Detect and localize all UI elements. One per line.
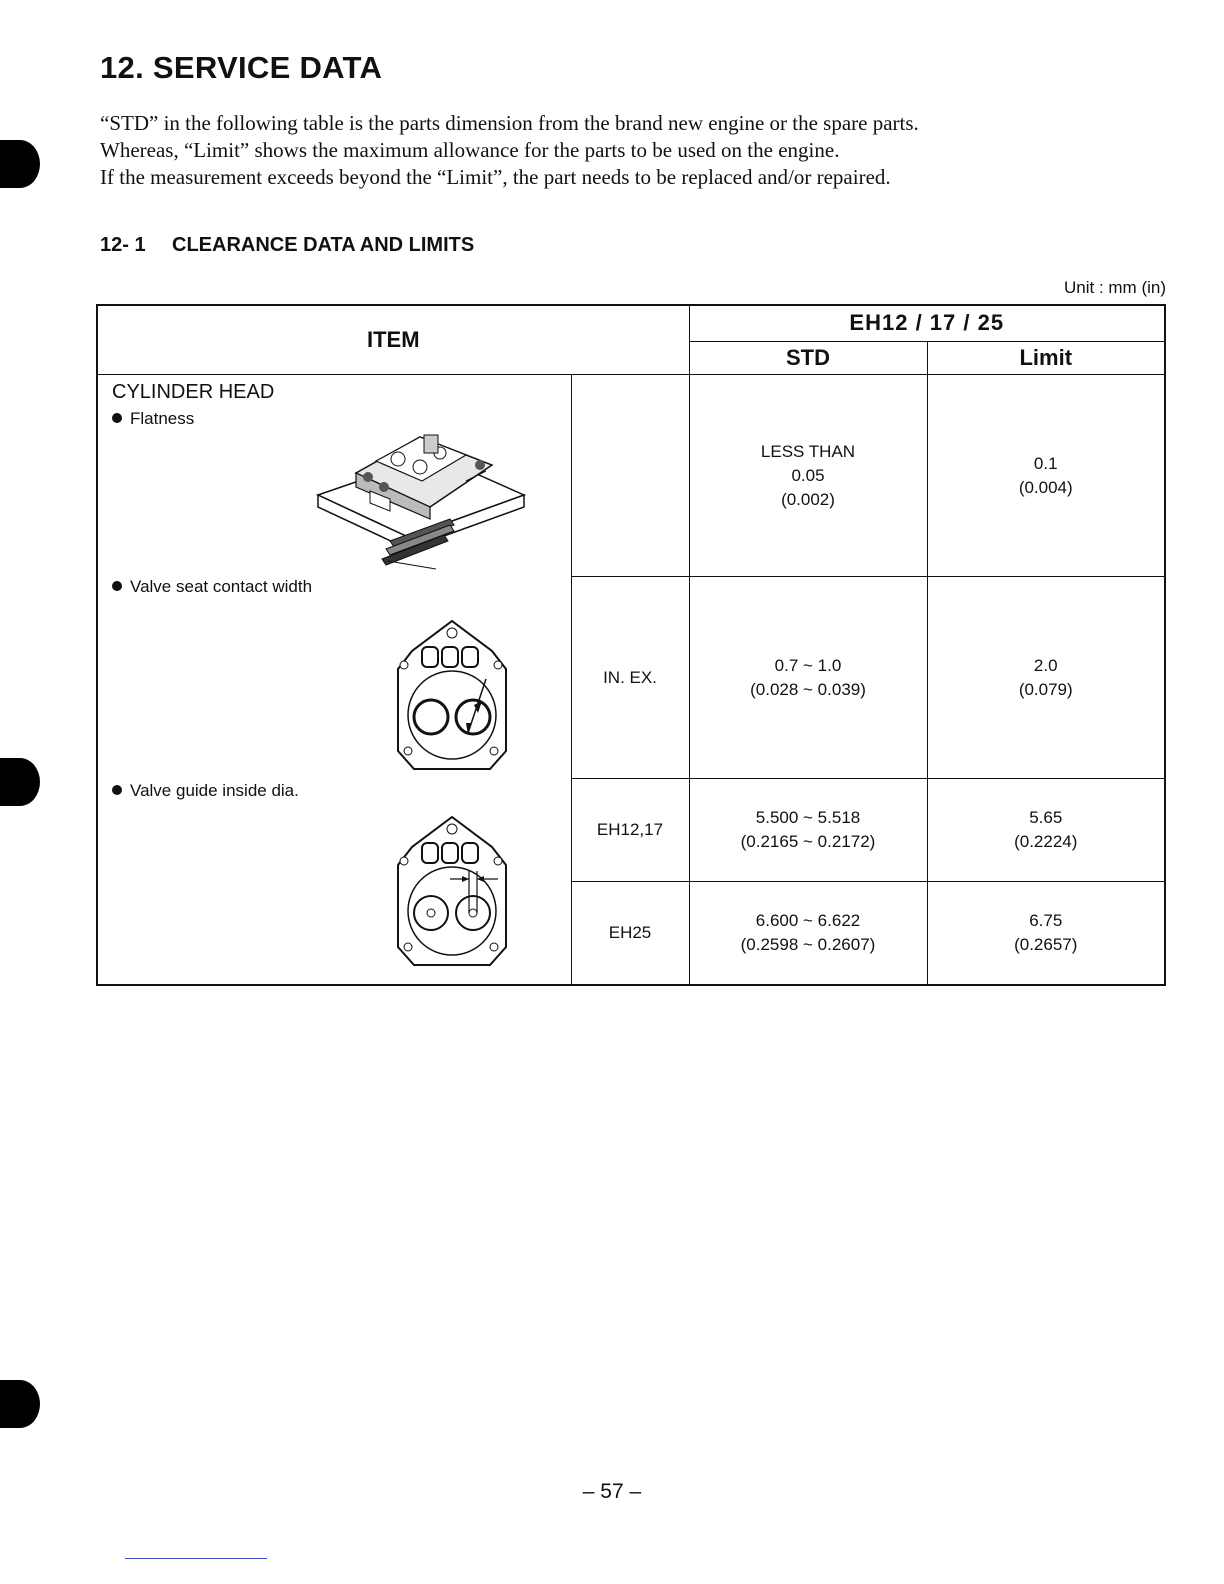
bullet-flatness (112, 409, 194, 429)
subtitle-number: 12- 1 (100, 234, 146, 256)
limit-header: Limit (927, 341, 1165, 374)
model-header: EH12 / 17 / 25 (689, 305, 1165, 341)
intro-line-1: “STD” in the following table is the parts dimension from the brand new engine or the spare parts. (100, 111, 919, 135)
spec-valve-guide-eh12-17: EH12,17 (571, 779, 689, 882)
std-flatness-line-1: LESS THAN (760, 441, 856, 461)
binder-hole-top (0, 140, 40, 188)
footer-rule (125, 1558, 267, 1559)
valve-seat-illustration (394, 617, 510, 773)
std-header: STD (689, 341, 927, 374)
limit-valve-guide-eh12-17-line-2: (0.2224) (1014, 832, 1078, 851)
spec-valve-seat: IN. EX. (571, 577, 689, 779)
limit-valve-guide-eh12-17-line-1: 5.65 (1029, 808, 1063, 827)
limit-valve-seat (927, 577, 1165, 779)
binder-hole-bottom (0, 1380, 40, 1428)
std-flatness-line-2: 0.05 (791, 465, 825, 485)
limit-valve-guide-eh25 (927, 882, 1165, 985)
item-valve-seat-label: Valve seat contact width (130, 577, 313, 596)
limit-valve-seat-line-1: 2.0 (1033, 655, 1058, 675)
spec-valve-guide-eh25: EH25 (571, 882, 689, 985)
limit-valve-seat-line-2: (0.079) (1018, 679, 1073, 699)
limit-flatness (927, 375, 1165, 577)
limit-flatness-line-1: 0.1 (1033, 453, 1058, 473)
std-valve-seat-line-1: 0.7 ~ 1.0 (774, 655, 842, 675)
limit-valve-guide-eh25-line-1: 6.75 (1029, 910, 1063, 930)
bullet-dot (112, 581, 122, 591)
cylinder-head-flatness-illustration (316, 421, 526, 571)
limit-valve-guide-eh25-line-2: (0.2657) (1014, 934, 1078, 954)
binder-hole-middle (0, 758, 40, 806)
bullet-valve-guide (112, 781, 299, 801)
clearance-table (96, 304, 1166, 986)
intro-line-2: Whereas, “Limit” shows the maximum allowance for the parts to be used on the engine. (100, 138, 840, 162)
limit-flatness-line-2: (0.004) (1018, 477, 1073, 497)
bullet-dot (112, 413, 122, 423)
item-cell (97, 375, 571, 985)
item-flatness-label: Flatness (130, 409, 195, 428)
std-valve-guide-eh25-line-1: 6.600 ~ 6.622 (755, 910, 861, 930)
section-subtitle (100, 234, 474, 257)
section-cylinder-head: CYLINDER HEAD (112, 381, 275, 403)
unit-label: Unit : mm (in) (1064, 278, 1166, 297)
page-number: – 57 – (582, 1480, 642, 1503)
page-title: 12. SERVICE DATA (100, 50, 383, 85)
std-flatness (689, 375, 927, 577)
bullet-valve-seat (112, 577, 312, 597)
item-header: ITEM (97, 305, 689, 375)
std-valve-guide-eh12-17-line-2: (0.2165 ~ 0.2172) (740, 832, 876, 851)
std-valve-guide-eh12-17 (689, 779, 927, 882)
std-valve-seat-line-2: (0.028 ~ 0.039) (750, 679, 866, 699)
std-flatness-line-3: (0.002) (781, 489, 835, 509)
intro-text (100, 110, 1180, 191)
item-valve-guide-label: Valve guide inside dia. (130, 781, 299, 800)
valve-guide-illustration (394, 813, 510, 969)
subtitle-text: CLEARANCE DATA AND LIMITS (172, 234, 475, 256)
std-valve-guide-eh25-line-2: (0.2598 ~ 0.2607) (740, 934, 876, 954)
intro-line-3: If the measurement exceeds beyond the “Limit”, the part needs to be replaced and/or repaired. (100, 165, 891, 189)
bullet-dot (112, 785, 122, 795)
limit-valve-guide-eh12-17 (927, 779, 1165, 882)
std-valve-guide-eh25 (689, 882, 927, 985)
std-valve-seat (689, 577, 927, 779)
std-valve-guide-eh12-17-line-1: 5.500 ~ 5.518 (755, 808, 861, 827)
spec-flatness (571, 375, 689, 577)
